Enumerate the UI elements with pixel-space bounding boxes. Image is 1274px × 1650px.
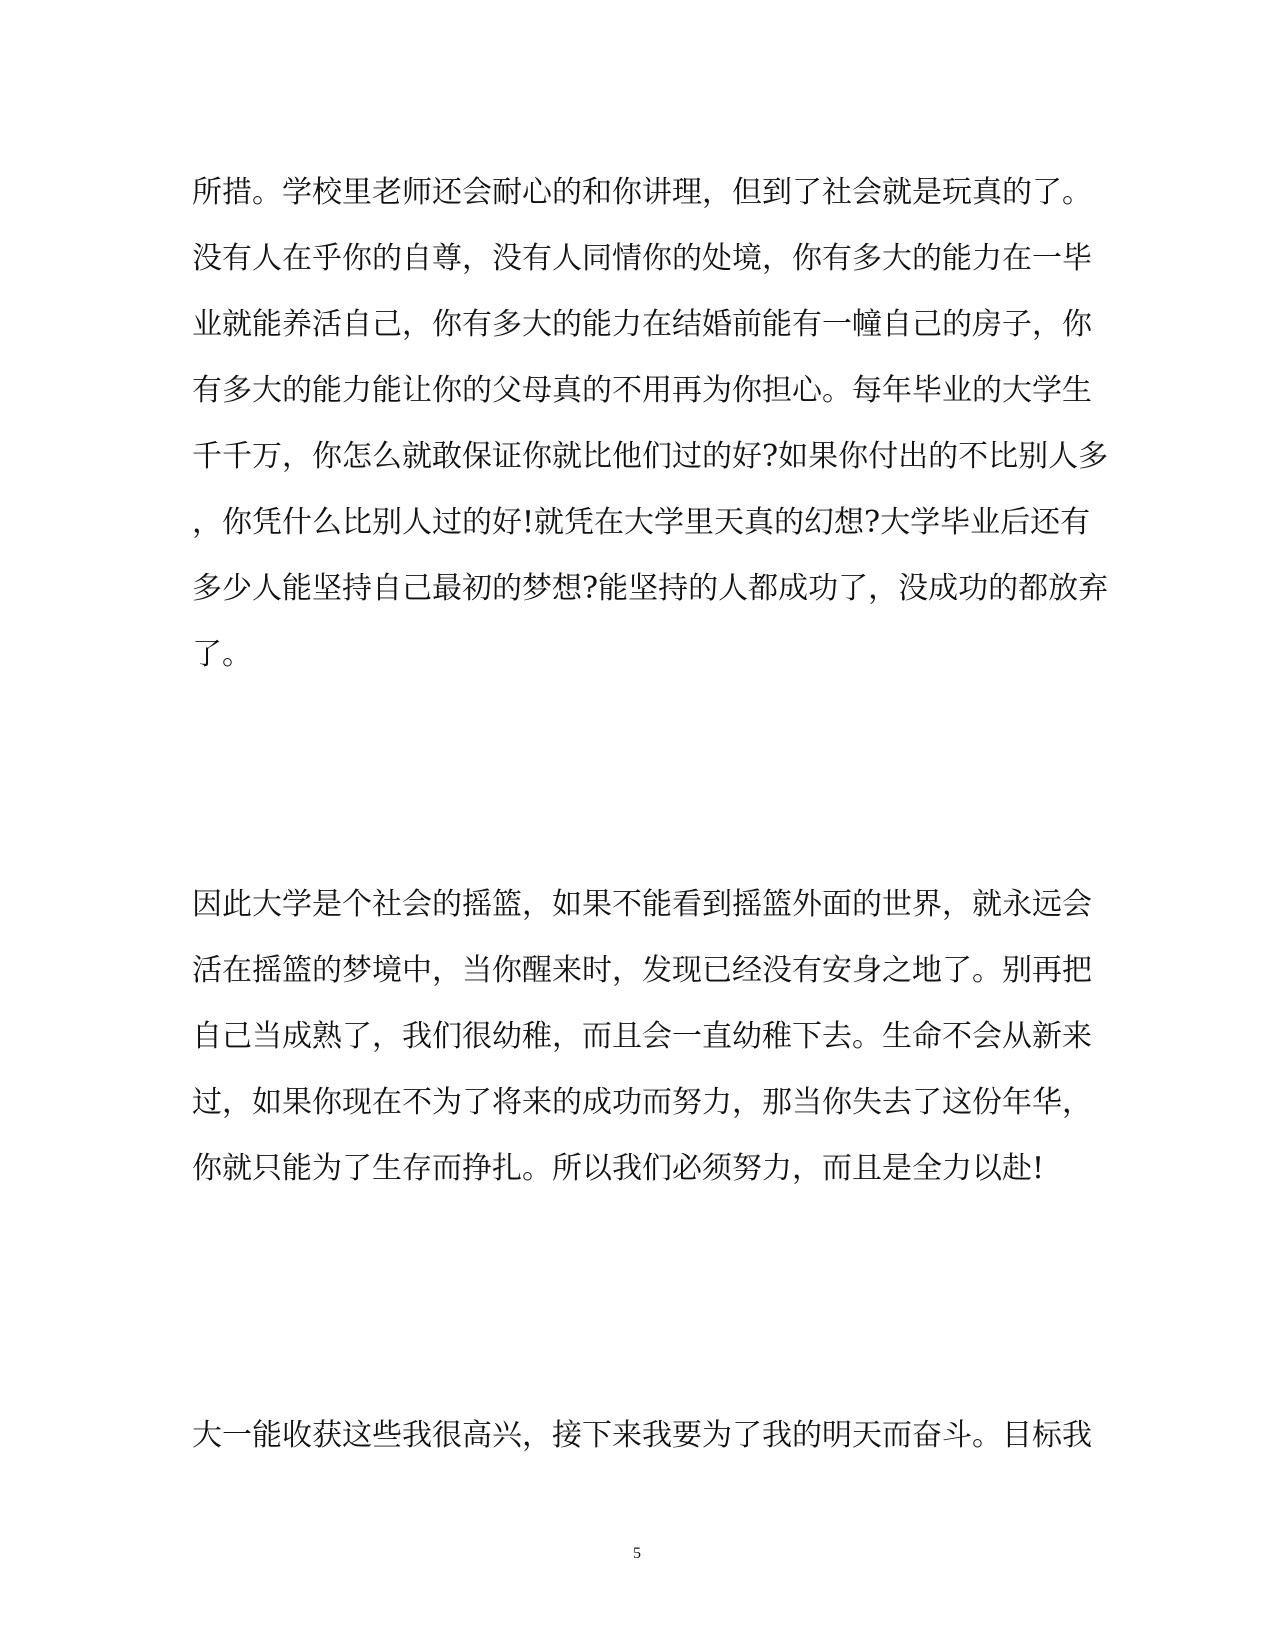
text-line: 千千万，你怎么就敢保证你就比他们过的好?如果你付出的不比别人多 bbox=[192, 439, 1109, 474]
text-line: 因此大学是个社会的摇篮，如果不能看到摇篮外面的世界，就永远会 bbox=[192, 887, 1092, 922]
text-line: 有多大的能力能让你的父母真的不用再为你担心。每年毕业的大学生 bbox=[192, 373, 1092, 408]
text-line: 所措。学校里老师还会耐心的和你讲理，但到了社会就是玩真的了。 bbox=[192, 175, 1092, 210]
paragraph-3 bbox=[192, 1403, 1092, 1469]
page-number: 5 bbox=[633, 1545, 641, 1562]
text-line: 活在摇篮的梦境中，当你醒来时，发现已经没有安身之地了。别再把 bbox=[192, 953, 1092, 988]
text-line: ，你凭什么比别人过的好!就凭在大学里天真的幻想?大学毕业后还有 bbox=[192, 505, 1091, 540]
text-line: 你就只能为了生存而挣扎。所以我们必须努力，而且是全力以赴! bbox=[192, 1151, 1045, 1186]
text-line: 了。 bbox=[192, 637, 252, 672]
text-line: 过，如果你现在不为了将来的成功而努力，那当你失去了这份年华， bbox=[192, 1085, 1092, 1120]
paragraph-1 bbox=[192, 160, 1109, 688]
paragraph-2 bbox=[192, 872, 1092, 1202]
text-line: 自己当成熟了，我们很幼稚，而且会一直幼稚下去。生命不会从新来 bbox=[192, 1019, 1092, 1054]
text-line: 业就能养活自己，你有多大的能力在结婚前能有一幢自己的房子，你 bbox=[192, 307, 1092, 342]
text-line: 多少人能坚持自己最初的梦想?能坚持的人都成功了，没成功的都放弃 bbox=[192, 571, 1109, 606]
text-line: 没有人在乎你的自尊，没有人同情你的处境，你有多大的能力在一毕 bbox=[192, 241, 1092, 276]
text-line: 大一能收获这些我很高兴，接下来我要为了我的明天而奋斗。目标我 bbox=[192, 1418, 1092, 1453]
